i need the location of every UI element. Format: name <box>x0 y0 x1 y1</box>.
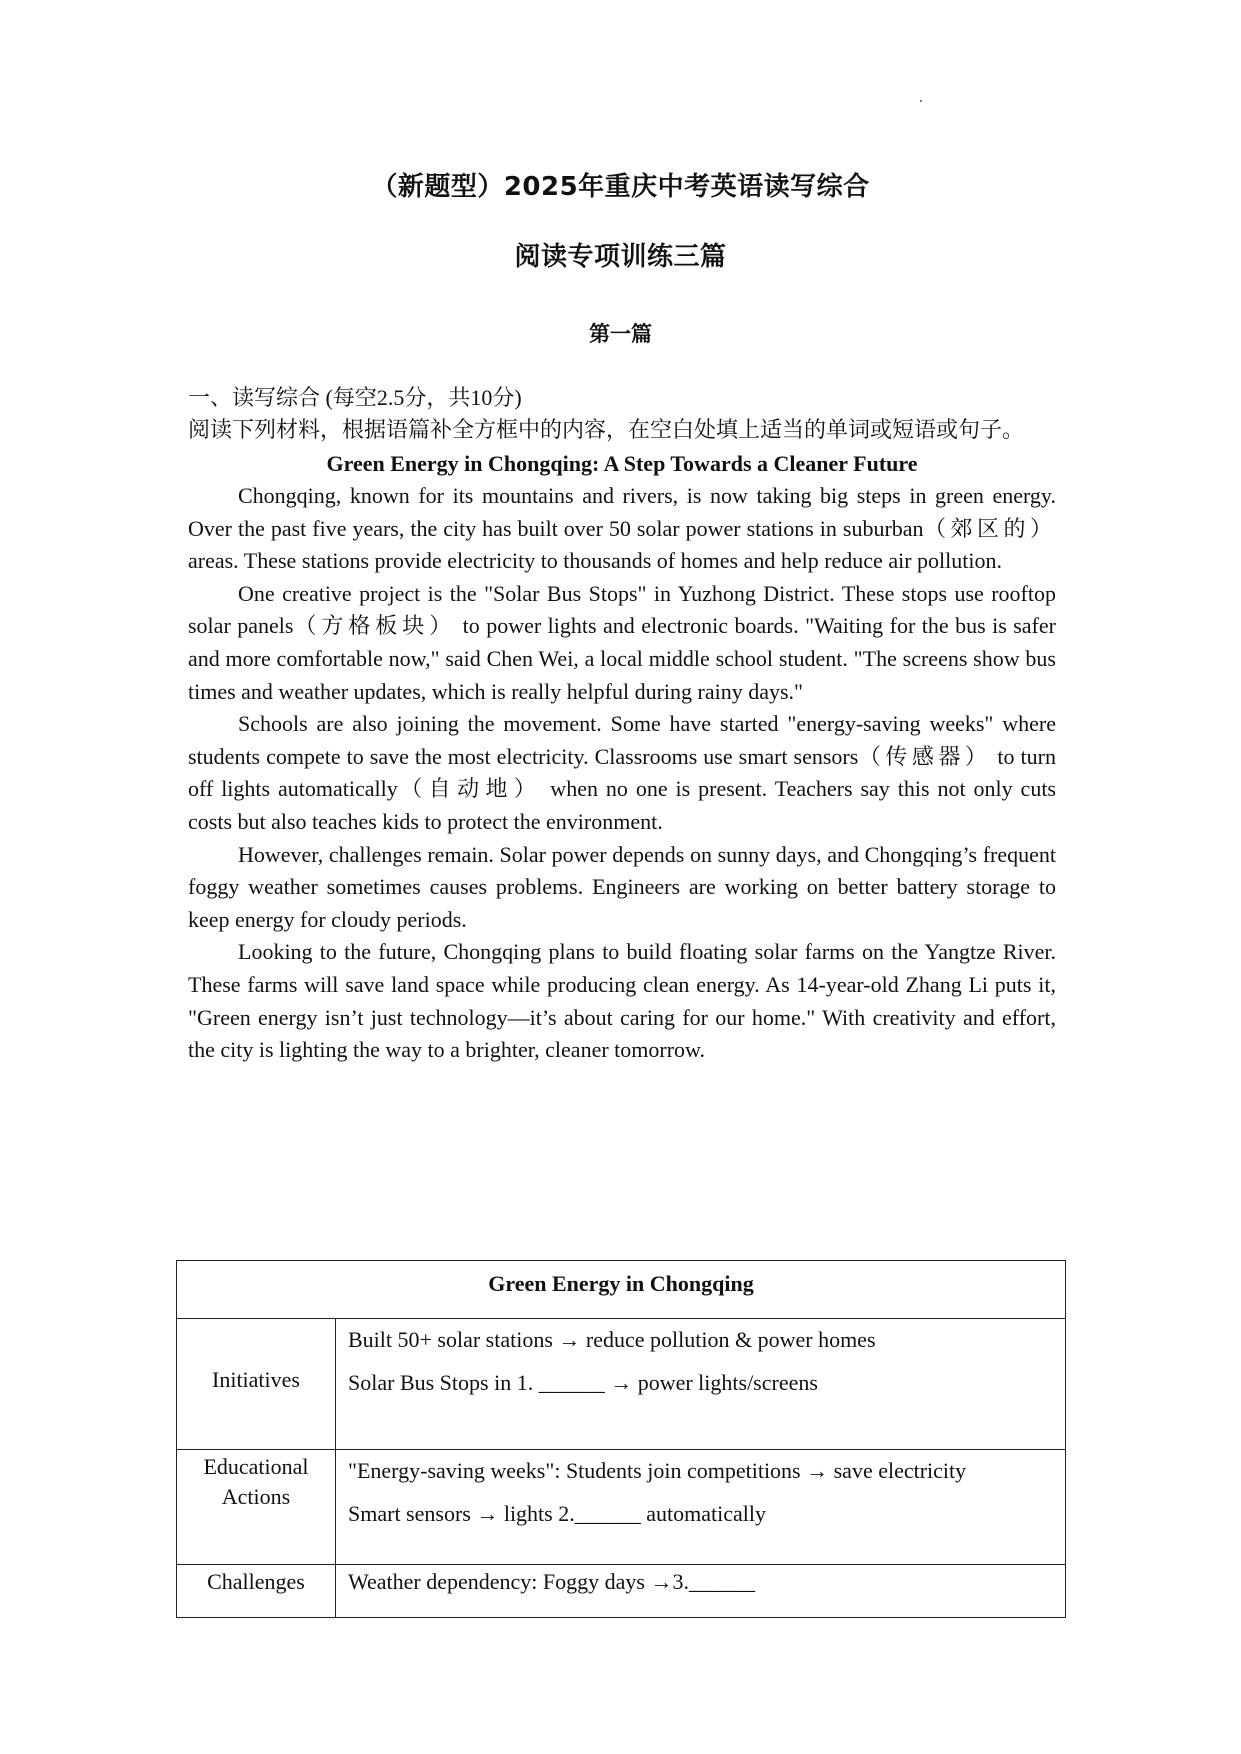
table-line: Built 50+ solar stations → reduce pollution & power homes <box>348 1327 876 1352</box>
summary-table <box>176 1260 1066 1618</box>
article-paragraph-3 <box>188 708 1056 838</box>
section-instruction: 阅读下列材料，根据语篇补全方框中的内容，在空白处填上适当的单词或短语或句子。 <box>188 417 1025 442</box>
row-label-educational-actions: Educational Actions <box>177 1450 336 1565</box>
chinese-annotation: （自动地） <box>397 776 543 802</box>
reading-section <box>188 382 1056 1067</box>
article-paragraph-1 <box>188 480 1056 578</box>
chinese-annotation: （郊区的） <box>923 515 1056 541</box>
table-line-blank-2: Smart sensors → lights 2.______ automatically <box>348 1501 766 1526</box>
page-title: （新题型）2025年重庆中考英语读写综合 <box>371 172 870 202</box>
paragraph-text: to turn off lights automatically <box>188 743 1056 802</box>
chinese-annotation: （传感器） <box>858 743 992 769</box>
table-row <box>177 1450 1066 1565</box>
table-row <box>177 1565 1066 1618</box>
stray-dot-mark <box>920 100 922 102</box>
paragraph-text: when no one is present. Teachers say this not only cuts costs but also teaches kids to protect the environment. <box>188 776 1056 834</box>
chinese-annotation: （方格板块） <box>293 613 457 639</box>
row-label-challenges: Challenges <box>177 1565 336 1618</box>
paragraph-text: areas. These stations provide electricity to thousands of homes and help reduce air pollution. <box>188 548 1002 574</box>
article-paragraph-4: However, challenges remain. Solar power depends on sunny days, and Chongqing’s frequent foggy weather sometimes causes problems. Engineers are working on better battery storage to keep energy for cloudy periods. <box>188 841 1056 932</box>
table-row <box>177 1319 1066 1450</box>
paragraph-text: to power lights and electronic boards. "Waiting for the bus is safer and more comfortable now," said Chen Wei, a local middle school student. "The screens show bus times and weather updates, which is really helpful during rainy days." <box>188 613 1056 704</box>
table-title-row <box>177 1261 1066 1319</box>
part-label: 第一篇 <box>589 322 652 346</box>
article-title: Green Energy in Chongqing: A Step Towards a Cleaner Future <box>326 451 918 476</box>
row-content-challenges <box>336 1565 1066 1618</box>
table-line-blank-1: Solar Bus Stops in 1. ______ → power lights/screens <box>348 1370 818 1395</box>
section-heading: 一、读写综合 (每空2.5分，共10分) <box>188 385 522 410</box>
paragraph-text: Schools are also joining the movement. Some have started "energy-saving weeks" where students compete to save the most electricity. Classrooms use smart sensors <box>188 711 1056 769</box>
paragraph-text: Chongqing, known for its mountains and rivers, is now taking big steps in green energy. Over the past five years, the city has built over 50 solar power stations in suburban <box>188 483 1056 541</box>
table-line-blank-3: Weather dependency: Foggy days →3.______ <box>348 1569 755 1594</box>
table-line: "Energy-saving weeks": Students join competitions → save electricity <box>348 1458 967 1483</box>
row-content-initiatives <box>336 1319 1066 1450</box>
row-content-educational-actions <box>336 1450 1066 1565</box>
article-paragraph-5: Looking to the future, Chongqing plans to build floating solar farms on the Yangtze River. These farms will save land space while producing clean energy. As 14-year-old Zhang Li puts it, "Green energy isn’t just technology—it’s about caring for our home." With creativity and effort, the city is lighting the way to a brighter, cleaner tomorrow. <box>188 939 1056 1063</box>
article-paragraph-2 <box>188 578 1056 708</box>
row-label-initiatives: Initiatives <box>177 1319 336 1450</box>
page-subtitle: 阅读专项训练三篇 <box>514 242 727 272</box>
paragraph-text: One creative project is the "Solar Bus Stops" in Yuzhong District. These stops use rooftop solar panels <box>188 580 1056 639</box>
table-title: Green Energy in Chongqing <box>177 1261 1066 1319</box>
